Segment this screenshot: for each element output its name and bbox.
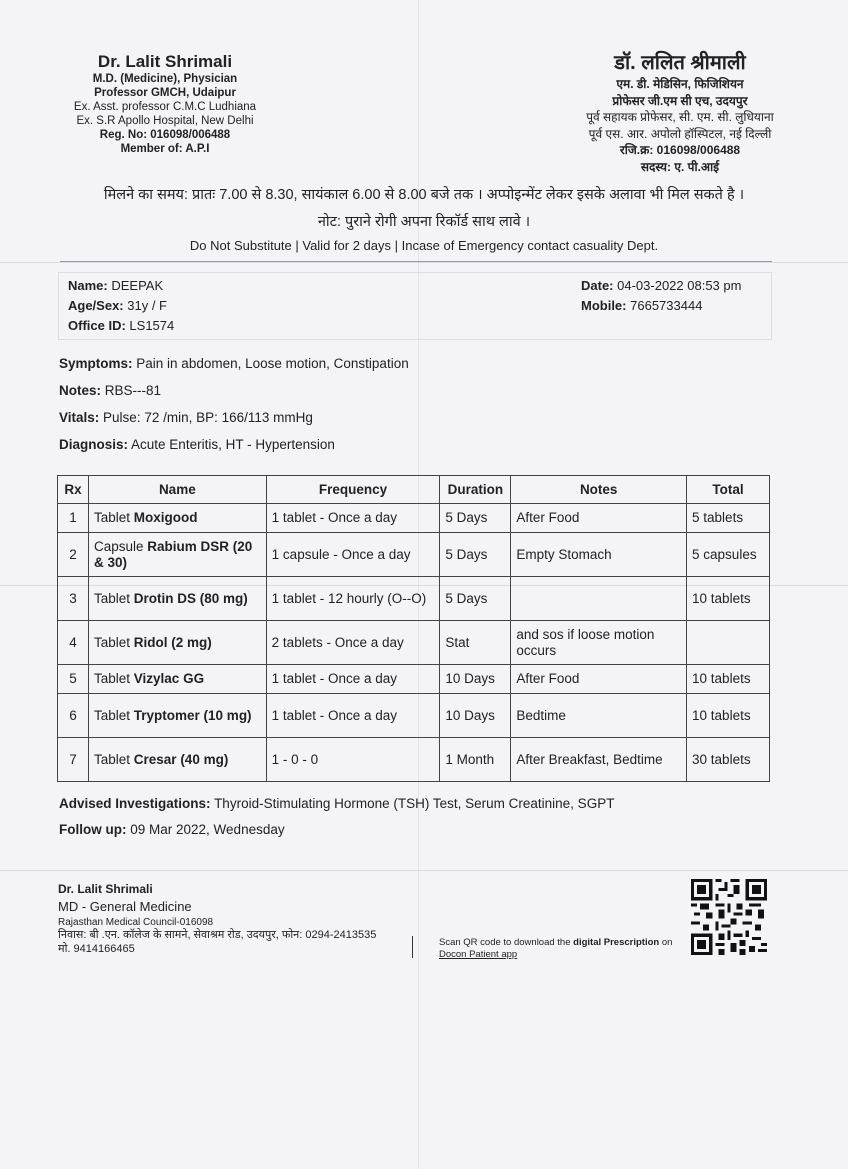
qr-instruction: Scan QR code to download the digital Prescription on Docon Patient app [439,937,673,960]
notes [511,577,687,621]
notes: After Breakfast, Bedtime [511,738,687,782]
frequency: 1 - 0 - 0 [266,738,440,782]
old-patient-note: नोट: पुराने रोगी अपना रिकॉर्ड साथ लावे । [317,214,531,230]
validity-note: Do Not Substitute | Valid for 2 days | Incase of Emergency contact casuality Dept. [189,238,659,253]
frequency: 1 tablet - Once a day [266,694,440,738]
footer-doctor-name: Dr. Lalit Shrimali [58,882,153,896]
notes: Bedtime [511,694,687,738]
duration: 10 Days [440,665,511,694]
patient-mobile: Mobile: 7665733444 [581,298,703,313]
rx-number: 3 [58,577,89,621]
header-divider [60,261,772,262]
duration: 1 Month [440,738,511,782]
patient-name: Name: DEEPAK [68,278,164,293]
medicine-name: Tablet Drotin DS (80 mg) [88,577,266,621]
col-header-notes: Notes [511,476,687,504]
frequency: 1 tablet - Once a day [266,665,440,694]
notes: Notes: RBS---81 [59,383,162,398]
medicine-name: Tablet Cresar (40 mg) [88,738,266,782]
diagnosis: Diagnosis: Acute Enteritis, HT - Hypertension [59,437,335,452]
follow-up: Follow up: 09 Mar 2022, Wednesday [59,822,285,837]
vitals: Vitals: Pulse: 72 /min, BP: 166/113 mmHg [59,410,313,425]
rx-number: 1 [58,504,89,533]
footer-address: निवास: बी .एन. कॉलेज के सामने, सेवाश्रम रोड, उदयपुर, फोन: 0294-2413535 [58,929,377,941]
docon-app-link[interactable]: Docon Patient app [439,949,518,960]
duration: 5 Days [440,533,511,577]
prescription-date: Date: 04-03-2022 08:53 pm [581,278,742,293]
footer-specialty: MD - General Medicine [58,899,192,914]
table-row [58,738,770,782]
doctor-experience-2-hindi: पूर्व एस. आर. अपोलो हॉस्पिटल, नई दिल्ली [588,126,772,141]
advised-investigations: Advised Investigations: Thyroid-Stimulating Hormone (TSH) Test, Serum Creatinine, SGPT [59,796,615,811]
doctor-reg-no-hindi: रजि.क्र: 016098/006488 [619,143,741,157]
duration: 5 Days [440,504,511,533]
notes: and sos if loose motion occurs [511,621,687,665]
doctor-membership-hindi: सदस्य: ए. पी.आई [640,159,720,174]
symptoms: Symptoms: Pain in abdomen, Loose motion, Constipation [59,356,409,371]
total: 10 tablets [687,694,770,738]
doctor-experience-2: Ex. S.R Apollo Hospital, New Delhi [76,115,254,127]
doctor-membership: Member of: A.P.I [120,143,210,155]
footer-mobile: मो. 9414166465 [58,943,135,955]
frequency: 1 tablet - Once a day [266,504,440,533]
table-row [58,533,770,577]
frequency: 2 tablets - Once a day [266,621,440,665]
rx-number: 7 [58,738,89,782]
doctor-degree-hindi: एम. डी. मेडिसिन, फिजिशियन [616,77,744,91]
doctor-position: Professor GMCH, Udaipur [94,87,236,99]
visiting-hours: मिलने का समय: प्रातः 7.00 से 8.30, सायंकाल 6.00 से 8.00 बजे तक । अप्पोइन्मेंट लेकर इसके अलावा भी मिल सकते है । [103,187,745,203]
table-row [58,694,770,738]
doctor-experience-1: Ex. Asst. professor C.M.C Ludhiana [73,101,257,113]
doctor-reg-no: Reg. No: 016098/006488 [99,129,231,141]
footer-divider [412,936,413,958]
notes: After Food [511,504,687,533]
table-row [58,504,770,533]
footer-council: Rajasthan Medical Council-016098 [58,917,214,928]
medicine-name: Capsule Rabium DSR (20 & 30) [88,533,266,577]
col-header-name: Name [88,476,266,504]
patient-office-id: Office ID: LS1574 [68,318,175,333]
medicine-name: Tablet Ridol (2 mg) [88,621,266,665]
doctor-name: Dr. Lalit Shrimali [97,52,233,71]
qr-code-icon[interactable] [691,879,767,955]
total: 10 tablets [687,577,770,621]
total: 5 tablets [687,504,770,533]
doctor-header-english [40,52,290,156]
total: 30 tablets [687,738,770,782]
medicine-name: Tablet Vizylac GG [88,665,266,694]
table-row [58,621,770,665]
duration: 10 Days [440,694,511,738]
duration: Stat [440,621,511,665]
col-header-rx: Rx [58,476,89,504]
table-header-row [58,476,770,504]
col-header-total: Total [687,476,770,504]
table-row [58,665,770,694]
patient-details-box [58,272,772,340]
patient-age-sex: Age/Sex: 31y / F [68,298,168,313]
col-header-duration: Duration [440,476,511,504]
rx-number: 6 [58,694,89,738]
prescription-table [57,475,770,782]
notes: Empty Stomach [511,533,687,577]
notes: After Food [511,665,687,694]
medicine-name: Tablet Tryptomer (10 mg) [88,694,266,738]
total [687,621,770,665]
duration: 5 Days [440,577,511,621]
total: 10 tablets [687,665,770,694]
total: 5 capsules [687,533,770,577]
rx-number: 5 [58,665,89,694]
doctor-header-hindi [560,50,800,175]
medicine-name: Tablet Moxigood [88,504,266,533]
doctor-degree: M.D. (Medicine), Physician [92,73,238,85]
doctor-position-hindi: प्रोफेसर जी.एम सी एच, उदयपुर [612,93,748,108]
doctor-name-hindi: डॉ. ललित श्रीमाली [614,52,746,74]
table-row [58,577,770,621]
rx-number: 4 [58,621,89,665]
doctor-experience-1-hindi: पूर्व सहायक प्रोफेसर, सी. एम. सी. लुधियाना [586,110,774,124]
frequency: 1 tablet - 12 hourly (O--O) [266,577,440,621]
rx-number: 2 [58,533,89,577]
frequency: 1 capsule - Once a day [266,533,440,577]
col-header-frequency: Frequency [266,476,440,504]
